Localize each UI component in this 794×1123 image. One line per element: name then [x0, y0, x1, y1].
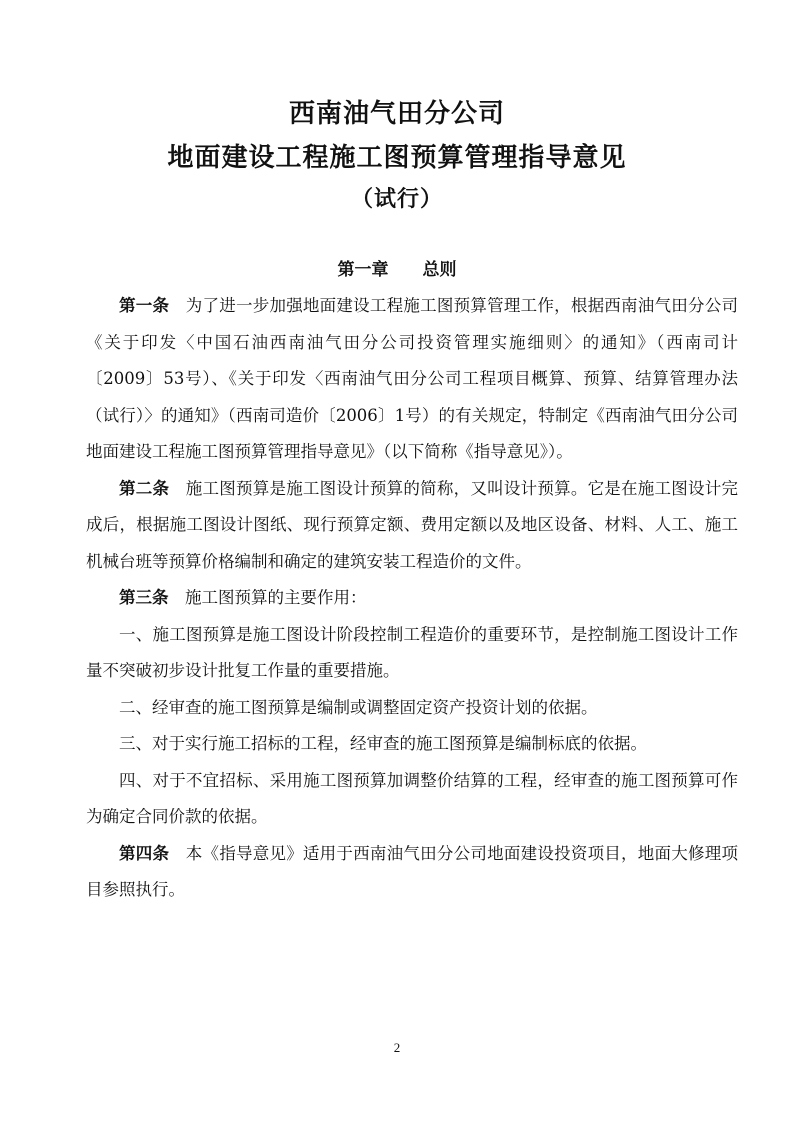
article-4 — [86, 836, 738, 909]
article-label: 第二条 — [119, 478, 170, 498]
title-main: 地面建设工程施工图预算管理指导意见 — [167, 143, 627, 173]
article-label: 第四条 — [119, 843, 170, 863]
list-item: 二、经审查的施工图预算是编制或调整固定资产投资计划的依据。 — [119, 697, 598, 717]
list-item: 一、施工图预算是施工图设计阶段控制工程造价的重要环节，是控制施工图设计工作量不突破初步设计批复工作量的重要措施。 — [86, 624, 738, 680]
title-block — [0, 92, 794, 220]
article-3 — [86, 580, 738, 617]
document-body — [86, 288, 738, 909]
article-label: 第三条 — [119, 588, 169, 607]
article-2 — [86, 471, 738, 581]
list-item: 三、对于实行施工招标的工程，经审查的施工图预算是编制标底的依据。 — [119, 734, 647, 753]
title-company: 西南油气田分公司 — [288, 99, 505, 129]
article-text: 施工图预算的主要作用： — [185, 588, 367, 607]
list-item: 四、对于不宜招标、采用施工图预算加调整价结算的工程，经审查的施工图预算可作为确定合同价款的依据。 — [86, 770, 738, 826]
article-1 — [86, 288, 738, 471]
chapter-heading: 第一章 总则 — [337, 260, 457, 280]
article-text: 为了进一步加强地面建设工程施工图预算管理工作，根据西南油气田分公司《关于印发〈中国石油西南油气田分公司投资管理实施细则〉的通知》（西南司计〔2009〕53号）、《关于印发〈西南油气田分公司工程项目概算、预算、结算管理办法（试行）〉的通知》（西南司造价〔2006〕1号）的有关规定，特制定《西南油气田分公司地面建设工程施工图预算管理指导意见》（以下简称《指导意见》）。 — [86, 296, 739, 461]
article-text: 施工图预算是施工图设计预算的简称，又叫设计预算。它是在施工图设计完成后，根据施工图设计图纸、现行预算定额、费用定额以及地区设备、材料、人工、施工机械台班等预算价格编制和确定的建筑安装工程造价的文件。 — [86, 478, 739, 571]
title-trial: （试行） — [350, 187, 443, 212]
article-label: 第一条 — [119, 296, 170, 315]
article-text: 本《指导意见》适用于西南油气田分公司地面建设投资项目，地面大修理项目参照执行。 — [86, 843, 739, 899]
page-number: 2 — [393, 1040, 401, 1055]
